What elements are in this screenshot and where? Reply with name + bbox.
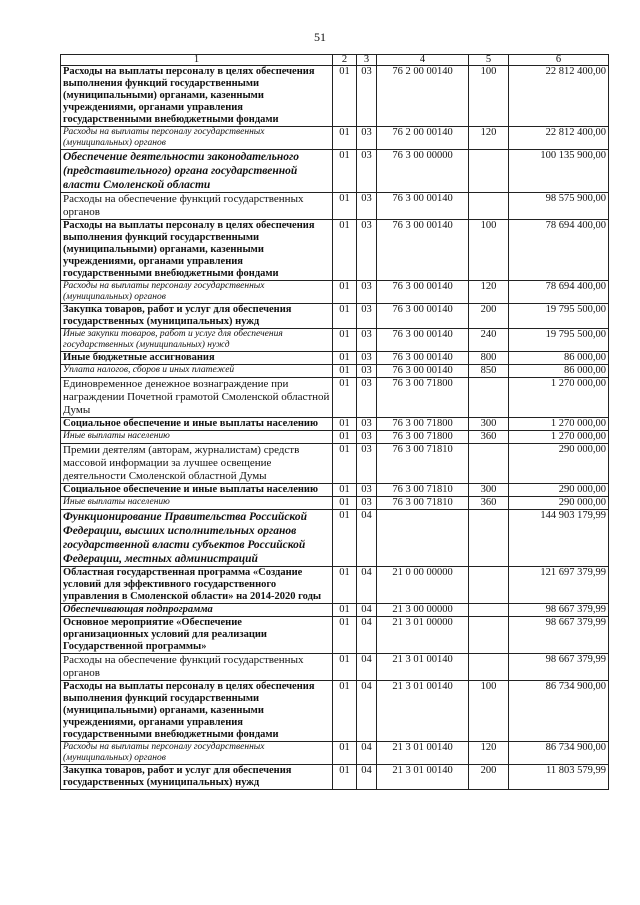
table-row bbox=[61, 431, 609, 444]
row-name-cell: Расходы на выплаты персоналу государственных (муниципальных) органов bbox=[61, 742, 333, 765]
row-name-cell: Закупка товаров, работ и услуг для обеспечения государственных (муниципальных) нужд bbox=[61, 304, 333, 329]
row-name-cell: Расходы на выплаты персоналу в целях обеспечения выполнения функций государственными (муниципальными) органами, казенными учреждениями, органами управления государственными внебюджетными фондами bbox=[61, 66, 333, 127]
row-subsection-cell: 04 bbox=[357, 681, 377, 742]
table-row bbox=[61, 329, 609, 352]
table-row bbox=[61, 497, 609, 510]
row-section-cell: 01 bbox=[333, 484, 357, 497]
row-target-article-cell: 21 3 00 00000 bbox=[377, 604, 469, 617]
row-amount-cell: 1 270 000,00 bbox=[509, 418, 609, 431]
row-name-cell: Иные выплаты населению bbox=[61, 497, 333, 510]
table-row bbox=[61, 378, 609, 418]
row-target-article-cell bbox=[377, 510, 469, 567]
row-expense-type-cell: 100 bbox=[469, 681, 509, 742]
row-expense-type-cell bbox=[469, 510, 509, 567]
row-name-cell: Иные выплаты населению bbox=[61, 431, 333, 444]
column-header: 4 bbox=[377, 55, 469, 66]
budget-table bbox=[60, 54, 609, 790]
row-expense-type-cell: 120 bbox=[469, 281, 509, 304]
row-subsection-cell: 03 bbox=[357, 66, 377, 127]
row-subsection-cell: 04 bbox=[357, 510, 377, 567]
row-section-cell: 01 bbox=[333, 604, 357, 617]
table-row bbox=[61, 617, 609, 654]
row-name-cell: Расходы на обеспечение функций государственных органов bbox=[61, 193, 333, 220]
row-subsection-cell: 04 bbox=[357, 617, 377, 654]
row-subsection-cell: 04 bbox=[357, 654, 377, 681]
table-row bbox=[61, 150, 609, 193]
row-expense-type-cell bbox=[469, 617, 509, 654]
row-expense-type-cell: 360 bbox=[469, 497, 509, 510]
row-target-article-cell: 76 3 00 00140 bbox=[377, 365, 469, 378]
column-header: 3 bbox=[357, 55, 377, 66]
row-section-cell: 01 bbox=[333, 654, 357, 681]
row-name-cell: Уплата налогов, сборов и иных платежей bbox=[61, 365, 333, 378]
row-amount-cell: 11 803 579,99 bbox=[509, 765, 609, 790]
table-row bbox=[61, 281, 609, 304]
row-amount-cell: 22 812 400,00 bbox=[509, 127, 609, 150]
column-header: 6 bbox=[509, 55, 609, 66]
row-amount-cell: 290 000,00 bbox=[509, 497, 609, 510]
row-name-cell: Расходы на выплаты персоналу государственных (муниципальных) органов bbox=[61, 127, 333, 150]
row-expense-type-cell: 300 bbox=[469, 418, 509, 431]
row-expense-type-cell: 200 bbox=[469, 304, 509, 329]
row-target-article-cell: 76 3 00 00140 bbox=[377, 304, 469, 329]
row-name-cell: Закупка товаров, работ и услуг для обеспечения государственных (муниципальных) нужд bbox=[61, 765, 333, 790]
row-expense-type-cell: 120 bbox=[469, 127, 509, 150]
row-target-article-cell: 76 3 00 71810 bbox=[377, 444, 469, 484]
row-subsection-cell: 03 bbox=[357, 418, 377, 431]
row-name-cell: Расходы на выплаты персоналу в целях обеспечения выполнения функций государственными (муниципальными) органами, казенными учреждениями, органами управления государственными внебюджетными фондами bbox=[61, 681, 333, 742]
row-section-cell: 01 bbox=[333, 193, 357, 220]
row-name-cell: Обеспечение деятельности законодательного (представительного) органа государственной власти Смоленской области bbox=[61, 150, 333, 193]
row-target-article-cell: 21 0 00 00000 bbox=[377, 567, 469, 604]
table-row bbox=[61, 604, 609, 617]
row-target-article-cell: 21 3 01 00000 bbox=[377, 617, 469, 654]
row-subsection-cell: 03 bbox=[357, 329, 377, 352]
row-expense-type-cell: 240 bbox=[469, 329, 509, 352]
row-subsection-cell: 03 bbox=[357, 378, 377, 418]
row-subsection-cell: 04 bbox=[357, 765, 377, 790]
table-row bbox=[61, 220, 609, 281]
column-header: 1 bbox=[61, 55, 333, 66]
table-row bbox=[61, 654, 609, 681]
row-subsection-cell: 03 bbox=[357, 193, 377, 220]
row-expense-type-cell bbox=[469, 444, 509, 484]
row-subsection-cell: 04 bbox=[357, 604, 377, 617]
row-section-cell: 01 bbox=[333, 765, 357, 790]
row-section-cell: 01 bbox=[333, 742, 357, 765]
row-subsection-cell: 03 bbox=[357, 150, 377, 193]
column-header: 2 bbox=[333, 55, 357, 66]
row-subsection-cell: 04 bbox=[357, 567, 377, 604]
row-name-cell: Премии деятелям (авторам, журналистам) средств массовой информации за лучшее освещение деятельности Смоленской областной Думы bbox=[61, 444, 333, 484]
row-expense-type-cell bbox=[469, 193, 509, 220]
row-subsection-cell: 03 bbox=[357, 365, 377, 378]
row-subsection-cell: 03 bbox=[357, 304, 377, 329]
row-expense-type-cell bbox=[469, 567, 509, 604]
row-expense-type-cell: 360 bbox=[469, 431, 509, 444]
row-section-cell: 01 bbox=[333, 378, 357, 418]
row-amount-cell: 100 135 900,00 bbox=[509, 150, 609, 193]
table-row bbox=[61, 765, 609, 790]
row-expense-type-cell bbox=[469, 604, 509, 617]
row-section-cell: 01 bbox=[333, 444, 357, 484]
row-target-article-cell: 76 3 00 00140 bbox=[377, 281, 469, 304]
table-row bbox=[61, 484, 609, 497]
row-name-cell: Расходы на выплаты персоналу государственных (муниципальных) органов bbox=[61, 281, 333, 304]
row-subsection-cell: 03 bbox=[357, 352, 377, 365]
row-expense-type-cell bbox=[469, 654, 509, 681]
table-row bbox=[61, 352, 609, 365]
row-target-article-cell: 21 3 01 00140 bbox=[377, 742, 469, 765]
row-subsection-cell: 03 bbox=[357, 281, 377, 304]
row-section-cell: 01 bbox=[333, 617, 357, 654]
row-amount-cell: 98 667 379,99 bbox=[509, 617, 609, 654]
row-amount-cell: 19 795 500,00 bbox=[509, 329, 609, 352]
row-section-cell: 01 bbox=[333, 510, 357, 567]
row-name-cell: Иные закупки товаров, работ и услуг для обеспечения государственных (муниципальных) нужд bbox=[61, 329, 333, 352]
row-amount-cell: 98 667 379,99 bbox=[509, 604, 609, 617]
row-target-article-cell: 76 2 00 00140 bbox=[377, 127, 469, 150]
row-name-cell: Основное мероприятие «Обеспечение организационных условий для реализации Государственной программы» bbox=[61, 617, 333, 654]
table-row bbox=[61, 193, 609, 220]
page-number: 51 bbox=[314, 30, 326, 44]
table-row bbox=[61, 444, 609, 484]
row-expense-type-cell: 850 bbox=[469, 365, 509, 378]
row-section-cell: 01 bbox=[333, 365, 357, 378]
row-section-cell: 01 bbox=[333, 281, 357, 304]
row-name-cell: Областная государственная программа «Создание условий для эффективного государственного управления в Смоленской области» на 2014-2020 годы bbox=[61, 567, 333, 604]
row-amount-cell: 86 734 900,00 bbox=[509, 681, 609, 742]
row-target-article-cell: 21 3 01 00140 bbox=[377, 654, 469, 681]
row-amount-cell: 86 000,00 bbox=[509, 365, 609, 378]
row-amount-cell: 121 697 379,99 bbox=[509, 567, 609, 604]
table-row bbox=[61, 742, 609, 765]
row-expense-type-cell: 120 bbox=[469, 742, 509, 765]
row-target-article-cell: 76 3 00 00140 bbox=[377, 220, 469, 281]
row-section-cell: 01 bbox=[333, 150, 357, 193]
row-expense-type-cell: 300 bbox=[469, 484, 509, 497]
row-name-cell: Расходы на обеспечение функций государственных органов bbox=[61, 654, 333, 681]
table-row bbox=[61, 418, 609, 431]
table-row bbox=[61, 365, 609, 378]
row-target-article-cell: 76 3 00 71800 bbox=[377, 431, 469, 444]
row-target-article-cell: 76 3 00 00140 bbox=[377, 329, 469, 352]
row-subsection-cell: 03 bbox=[357, 497, 377, 510]
row-subsection-cell: 03 bbox=[357, 431, 377, 444]
row-target-article-cell: 76 3 00 00140 bbox=[377, 352, 469, 365]
row-target-article-cell: 76 3 00 71800 bbox=[377, 378, 469, 418]
row-target-article-cell: 76 3 00 71800 bbox=[377, 418, 469, 431]
row-section-cell: 01 bbox=[333, 431, 357, 444]
row-subsection-cell: 03 bbox=[357, 220, 377, 281]
table-row bbox=[61, 66, 609, 127]
row-expense-type-cell: 100 bbox=[469, 220, 509, 281]
row-section-cell: 01 bbox=[333, 304, 357, 329]
row-name-cell: Расходы на выплаты персоналу в целях обеспечения выполнения функций государственными (муниципальными) органами, казенными учреждениями, органами управления государственными внебюджетными фондами bbox=[61, 220, 333, 281]
row-expense-type-cell bbox=[469, 150, 509, 193]
table-row bbox=[61, 567, 609, 604]
row-subsection-cell: 03 bbox=[357, 127, 377, 150]
row-target-article-cell: 76 3 00 00000 bbox=[377, 150, 469, 193]
row-expense-type-cell: 200 bbox=[469, 765, 509, 790]
row-amount-cell: 1 270 000,00 bbox=[509, 378, 609, 418]
table-row bbox=[61, 681, 609, 742]
row-section-cell: 01 bbox=[333, 497, 357, 510]
row-subsection-cell: 04 bbox=[357, 742, 377, 765]
row-amount-cell: 86 000,00 bbox=[509, 352, 609, 365]
row-amount-cell: 290 000,00 bbox=[509, 484, 609, 497]
row-section-cell: 01 bbox=[333, 352, 357, 365]
row-amount-cell: 22 812 400,00 bbox=[509, 66, 609, 127]
row-name-cell: Единовременное денежное вознаграждение при награждении Почетной грамотой Смоленской областной Думы bbox=[61, 378, 333, 418]
row-subsection-cell: 03 bbox=[357, 484, 377, 497]
row-section-cell: 01 bbox=[333, 66, 357, 127]
row-expense-type-cell: 100 bbox=[469, 66, 509, 127]
row-section-cell: 01 bbox=[333, 127, 357, 150]
row-expense-type-cell: 800 bbox=[469, 352, 509, 365]
row-amount-cell: 78 694 400,00 bbox=[509, 220, 609, 281]
column-header: 5 bbox=[469, 55, 509, 66]
row-expense-type-cell bbox=[469, 378, 509, 418]
row-amount-cell: 1 270 000,00 bbox=[509, 431, 609, 444]
row-amount-cell: 86 734 900,00 bbox=[509, 742, 609, 765]
row-amount-cell: 98 575 900,00 bbox=[509, 193, 609, 220]
row-target-article-cell: 76 3 00 71810 bbox=[377, 484, 469, 497]
table-row bbox=[61, 304, 609, 329]
row-name-cell: Иные бюджетные ассигнования bbox=[61, 352, 333, 365]
row-target-article-cell: 76 3 00 00140 bbox=[377, 193, 469, 220]
row-amount-cell: 98 667 379,99 bbox=[509, 654, 609, 681]
row-section-cell: 01 bbox=[333, 220, 357, 281]
row-amount-cell: 144 903 179,99 bbox=[509, 510, 609, 567]
row-name-cell: Функционирование Правительства Российской Федерации, высших исполнительных органов государственной власти субъектов Российской Федерации, местных администраций bbox=[61, 510, 333, 567]
table-row bbox=[61, 127, 609, 150]
row-name-cell: Социальное обеспечение и иные выплаты населению bbox=[61, 418, 333, 431]
row-amount-cell: 290 000,00 bbox=[509, 444, 609, 484]
row-section-cell: 01 bbox=[333, 418, 357, 431]
row-target-article-cell: 76 3 00 71810 bbox=[377, 497, 469, 510]
row-subsection-cell: 03 bbox=[357, 444, 377, 484]
row-section-cell: 01 bbox=[333, 567, 357, 604]
row-target-article-cell: 76 2 00 00140 bbox=[377, 66, 469, 127]
table-row bbox=[61, 510, 609, 567]
row-target-article-cell: 21 3 01 00140 bbox=[377, 765, 469, 790]
row-amount-cell: 19 795 500,00 bbox=[509, 304, 609, 329]
row-target-article-cell: 21 3 01 00140 bbox=[377, 681, 469, 742]
row-amount-cell: 78 694 400,00 bbox=[509, 281, 609, 304]
row-name-cell: Обеспечивающая подпрограмма bbox=[61, 604, 333, 617]
row-name-cell: Социальное обеспечение и иные выплаты населению bbox=[61, 484, 333, 497]
header-row bbox=[61, 55, 609, 66]
table-body bbox=[61, 66, 609, 790]
row-section-cell: 01 bbox=[333, 681, 357, 742]
row-section-cell: 01 bbox=[333, 329, 357, 352]
